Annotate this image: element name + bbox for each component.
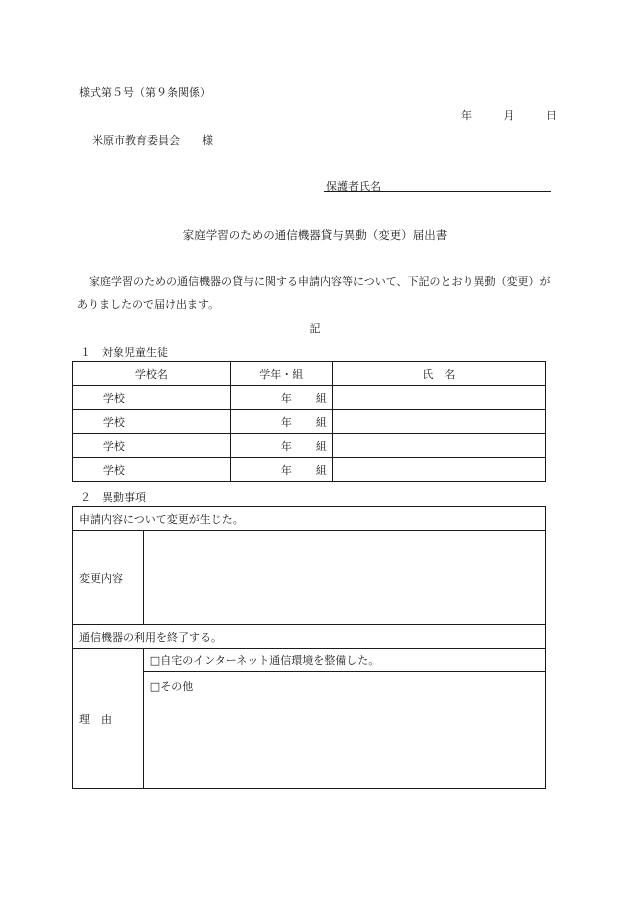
body-text: 家庭学習のための通信機器の貸与に関する申請内容等について、下記のとおり異動（変更）がありましたので届け出ます。: [77, 275, 551, 311]
column-header-name: 氏 名: [332, 362, 545, 386]
table-row: [73, 386, 546, 410]
reason-label: 理 由: [73, 649, 144, 789]
student-table: [72, 361, 546, 482]
school-cell[interactable]: 学校: [73, 458, 231, 482]
table-header-row: [73, 362, 546, 386]
end-use-row: [73, 625, 546, 649]
end-use-notice: 通信機器の利用を終了する。: [73, 625, 546, 649]
ki-marker: 記: [309, 322, 321, 335]
table-row: [73, 458, 546, 482]
student-name-cell[interactable]: [332, 434, 545, 458]
grade-class-cell[interactable]: [230, 458, 332, 482]
section-2-heading: ２ 異動事項: [80, 491, 146, 504]
addressee: 米原市教育委員会 様: [92, 134, 213, 147]
grade-class-cell[interactable]: [230, 434, 332, 458]
table-row: [73, 434, 546, 458]
change-details-label: 変更内容: [73, 531, 144, 625]
section-1-heading: １ 対象児童生徒: [80, 346, 168, 359]
column-header-school: 学校名: [73, 362, 231, 386]
guardian-name-label: 保護者氏名: [326, 180, 381, 193]
change-notice-row: [73, 507, 546, 531]
student-name-cell[interactable]: [332, 458, 545, 482]
class-suffix: 組: [315, 439, 327, 453]
student-name-cell[interactable]: [332, 386, 545, 410]
grade-suffix: 年: [280, 463, 292, 477]
column-header-grade-class: 学年・組: [230, 362, 332, 386]
student-name-cell[interactable]: [332, 410, 545, 434]
class-suffix: 組: [315, 415, 327, 429]
change-table: [72, 506, 546, 789]
school-cell[interactable]: 学校: [73, 410, 231, 434]
grade-suffix: 年: [280, 415, 292, 429]
document-title: 家庭学習のための通信機器貸与異動（変更）届出書: [182, 228, 448, 242]
date-day: 日: [546, 109, 557, 122]
change-details-field[interactable]: [143, 531, 545, 625]
date-year: 年: [461, 109, 472, 122]
change-details-row: [73, 531, 546, 625]
date-line: [461, 107, 557, 123]
guardian-name-signature-line[interactable]: [324, 191, 551, 192]
grade-class-cell[interactable]: [230, 410, 332, 434]
school-cell[interactable]: 学校: [73, 434, 231, 458]
reason-row: [73, 649, 546, 672]
table-row: [73, 410, 546, 434]
grade-suffix: 年: [280, 391, 292, 405]
reason-other-row: [73, 672, 546, 789]
class-suffix: 組: [315, 463, 327, 477]
date-month: 月: [503, 109, 515, 122]
reason-option-other[interactable]: □その他: [143, 672, 545, 789]
reason-option-internet[interactable]: □自宅のインターネット通信環境を整備した。: [143, 649, 545, 672]
change-notice: 申請内容について変更が生じた。: [73, 507, 546, 531]
school-cell[interactable]: 学校: [73, 386, 231, 410]
grade-suffix: 年: [280, 439, 292, 453]
form-number: 様式第５号（第９条関係）: [79, 86, 211, 99]
grade-class-cell[interactable]: [230, 386, 332, 410]
class-suffix: 組: [315, 391, 327, 405]
